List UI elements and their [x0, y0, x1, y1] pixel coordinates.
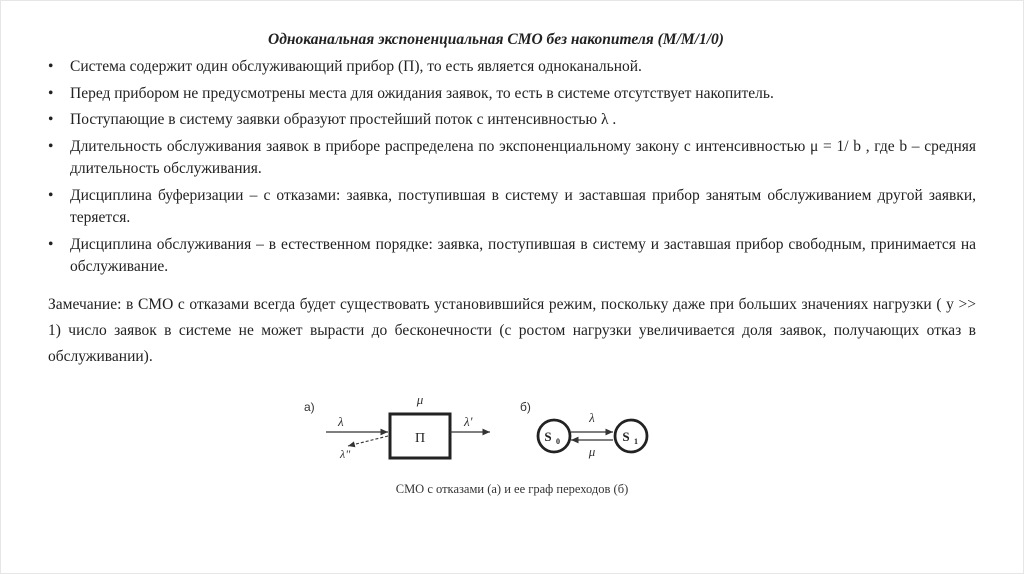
bullet-marker: •	[48, 186, 54, 204]
bullet-item	[48, 234, 976, 279]
bullet-marker: •	[48, 84, 54, 102]
state-s0-label: S	[544, 429, 552, 444]
mu-label: μ	[416, 392, 424, 407]
bullet-text: Дисциплина обслуживания – в естественном порядке: заявка, поступившая в систему и заставшая прибор свободным, принимается на обслуживание.	[70, 235, 976, 275]
bullet-marker: •	[48, 235, 54, 253]
bullet-item	[48, 136, 976, 181]
slide-title: Одноканальная экспоненциальная СМО без накопителя (М/М/1/0)	[268, 31, 724, 48]
figure-caption: СМО с отказами (а) и ее граф переходов (б)	[395, 482, 629, 496]
state-s1-label: S	[622, 429, 630, 444]
bullet-text: Длительность обслуживания заявок в приборе распределена по экспоненциальному закону с интенсивностью μ = 1/ b , где b – средняя длительность обслуживания.	[70, 137, 976, 177]
queue-figure	[298, 388, 668, 472]
bullet-list	[48, 56, 976, 283]
lambda-in-label: λ	[338, 414, 344, 429]
bullet-marker: •	[48, 137, 54, 155]
queue-diagram	[298, 388, 668, 472]
label-a: а)	[304, 400, 315, 414]
reject-arrow	[348, 436, 388, 446]
remark-paragraph: Замечание: в СМО с отказами всегда будет существовать установившийся режим, поскольку даже при больших значениях нагрузки ( y >> 1) число заявок в системе не может вырасти до бесконечности (с ростом нагрузки увеличивается доля заявок, получающих отказ в обслуживании).	[48, 296, 976, 365]
bullet-marker: •	[48, 111, 54, 128]
bullet-marker: •	[48, 58, 54, 75]
bullet-text: Поступающие в систему заявки образуют простейший поток с интенсивностью λ .	[70, 111, 617, 128]
state-s0-sub: 0	[556, 437, 560, 446]
bullet-item	[48, 83, 976, 106]
bullet-item	[48, 109, 976, 132]
bullet-item	[48, 185, 976, 230]
device-label: П	[414, 431, 426, 446]
bullet-item	[48, 56, 976, 79]
label-b: б)	[520, 400, 531, 414]
lambda-out-label: λ'	[464, 414, 473, 429]
bullet-text: Перед прибором не предусмотрены места для ожидания заявок, то есть в системе отсутствует накопитель.	[70, 84, 774, 102]
state-s1-sub: 1	[634, 437, 638, 446]
lambda-reject-label: λ"	[340, 447, 351, 461]
arc-top-label: λ	[589, 410, 595, 425]
bullet-text: Система содержит один обслуживающий прибор (П), то есть является одноканальной.	[70, 58, 642, 75]
arc-bottom-label: μ	[588, 444, 596, 459]
state-s0	[538, 420, 570, 452]
bullet-text: Дисциплина буферизации – с отказами: заявка, поступившая в систему и заставшая прибор занятым обслуживанием другой заявки, теряется.	[70, 186, 976, 226]
state-s1	[615, 420, 647, 452]
